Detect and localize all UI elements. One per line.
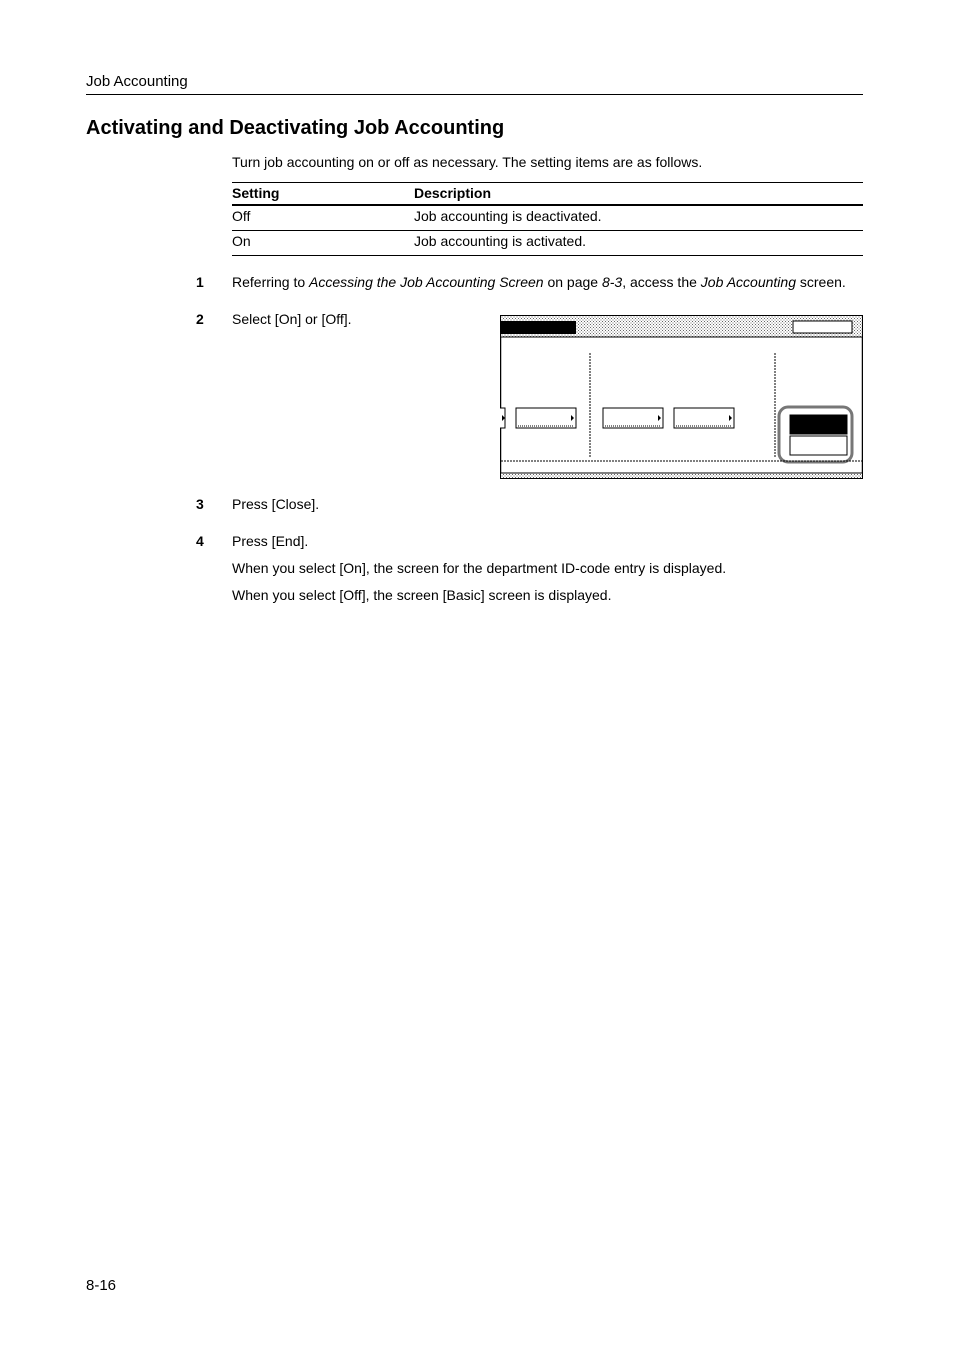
step-1-part-italic: Job Accounting: [700, 274, 796, 290]
step-1-part-italic: Accessing the Job Accounting Screen: [309, 274, 544, 290]
step-number: 2: [196, 311, 204, 327]
screen-title-tab: [501, 321, 576, 334]
table-cell-setting: Off: [232, 205, 414, 231]
step-1-part: on page: [543, 274, 602, 290]
step-4-note: When you select [On], the screen for the department ID-code entry is displayed.: [232, 560, 727, 576]
screen-button-3: [674, 408, 734, 428]
step-number: 3: [196, 496, 204, 512]
screen-close-button: [793, 321, 852, 333]
screen-button-2: [603, 408, 663, 428]
screen-on-button: [790, 415, 847, 434]
step-1-part-italic: 8-3: [601, 274, 623, 290]
table-cell-setting: On: [232, 231, 414, 256]
page-number: 8-16: [86, 1277, 117, 1294]
table-cell-description: Job accounting is activated.: [414, 231, 863, 256]
table-row: [232, 231, 863, 256]
step-4-note: When you select [Off], the screen [Basic] screen is displayed.: [232, 587, 612, 603]
step-3-text: Press [Close].: [232, 496, 320, 512]
settings-table: [232, 182, 863, 256]
step-number: 1: [196, 274, 204, 290]
screen-drawing: [500, 315, 863, 479]
step-1-part: Referring to: [232, 274, 310, 290]
job-accounting-screen-illustration: [500, 315, 863, 479]
step-2-text: Select [On] or [Off].: [232, 311, 352, 327]
column-header-description: Description: [414, 183, 863, 206]
table-cell-description: Job accounting is deactivated.: [414, 205, 863, 231]
table-header-row: [232, 183, 863, 206]
screen-button-1: [516, 408, 576, 428]
intro-paragraph: Turn job accounting on or off as necessary. The setting items are as follows.: [232, 154, 703, 170]
table-row: [232, 205, 863, 231]
step-1-part: , access the: [622, 274, 701, 290]
step-1-text: [232, 274, 846, 290]
step-4-text: Press [End].: [232, 533, 309, 549]
section-title: Activating and Deactivating Job Accounting: [86, 117, 505, 139]
step-1-part: screen.: [796, 274, 846, 290]
column-header-setting: Setting: [232, 183, 414, 206]
step-number: 4: [196, 533, 204, 549]
running-header: Job Accounting: [86, 73, 863, 95]
screen-off-button: [790, 436, 847, 455]
